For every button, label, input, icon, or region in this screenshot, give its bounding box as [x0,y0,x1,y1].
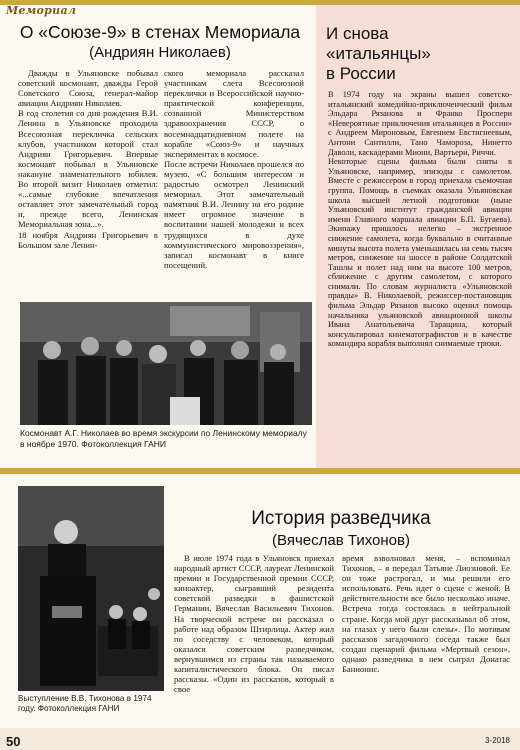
footer-bar [0,728,520,750]
article1-title: О «Союзе-9» в стенах Мемориала [19,22,301,42]
page-number: 50 [6,734,21,749]
article1-photo [20,302,312,425]
article3-photo [18,486,164,691]
article1-column-2: ского мемориала рассказал участникам слета Всесоюзной переклички и Всероссийской научно-практической конференции, созванной Министерством здравоохранения СССР, о восемнадцатидневном полете на корабле «Союз-9» и научных экспериментах в космосе. После встречи Николаев прошелся по музею. «С большим интересом и радостью осмотрел Ленинский мемориал. Этот замечательный памятник В.И. Ленину на его родине имеет огромное значение в воспитании нашей молодежи и всех трудящихся в духе коммунистического мировоззрения», записал космонавт в книге посещений. [164,68,304,270]
article2-body: В 1974 году на экраны вышел советско-итальянский комедийно-приключенческий фильм Эльдара Рязанова и Франко Проспери «Невероятные приключения итальянцев в России» с Андреем Мироновым, Евгением Евстигнеевым, Антони Сантилли, Тано Чамороза, Нинетто Даволи, каскадерами Миони, Вартьери, Риччи. Некоторые сцены фильма были сняты в Ульяновске, например, эпизоды с самолетом. Вместе с режиссером в город приехала съемочная группа. Помощь в съемках оказала Ульяновская школа высшей летной подготовки (ныне Ульяновский институт гражданской авиации имени Главного маршала авиации Б.П. Бугаева). Экипажу пришлось нелегко – экстренное снижение самолета, когда буквально в считанные минуты высота полета уменьшилась на семь тысяч метров, снижение на шоссе в районе Солдатской Ташлы и полет над ним на высоте 100 метров, сближение с другим самолетом, с которого снимали. По словам журналиста «Ульяновской правды» В. Николаевой, режиссер-постановщик фильма Эльдар Рязанов высоко оценил помощь начальника ульяновской авиационной школы Ивана Анатольевича Таращина, который консультировал кинематографистов и в качестве командира корабля выполнял снимаемые трюки. [328,90,512,349]
article3-column-1: В июле 1974 года в Ульяновск приехал народный артист СССР, лауреат Ленинской премии и Государственной премии СССР, кинoактер, сыгравший резидента советской разведки в фашистской Германии, Вячеслав Васильевич Тихонов. На творческой встрече он рассказал о работе над образом Штирлица. Актер жил по соседству с человеком, который оказался советским разведчиком, вернувшимся из страны так называемого капиталистического блока. Он писал рассказы. «Один из рассказов, который в свое [174,553,334,695]
article3-caption: Выступление В.В. Тихонова в 1974 году. Фотоколлекция ГАНИ [18,694,152,713]
article2-title: И снова «итальянцы» в России [326,24,431,83]
issue-label: 3-2018 [485,736,510,745]
article3-column-2: время взволновал меня, – вспоминал Тихонов, – я передал Татьяне Лиозновой. Ее он тоже растрогал, и мы решили его использовать. Речь идет о сцене с женой. В действительности все было несколько иначе. Встреча тогда состоялась в нейтральной стране. Когда мой друг рассказывал об этом, на глазах у него были слезы». По мотивам рассказов загадочного соседа также был создан сценарий фильма «Мертвый сезон», однако разведчика в нем сыграл Донатас Банионис. [342,553,510,675]
magazine-logo: Мемориал [6,4,77,17]
article1-caption: Космонавт А.Г. Николаев во время экскурсии по Ленинскому мемориалу в ноябре 1970. Фотоколлекция ГАНИ [20,428,307,449]
article1-subtitle: (Андриян Николаев) [89,44,231,61]
section-divider [0,468,520,474]
article3-subtitle: (Вячеслав Тихонов) [272,532,410,549]
article1-column-1: Дважды в Ульяновске побывал советский космонавт, дважды Герой Советского Союза, генерал-майор авиации Андриян Николаев. В год столетия со дня рождения В.И. Ленина в Ульяновске проходила Всесоюзная перекличка сельских клубов, участником которой стал Андриян Григорьевич. Впервые космонавт побывал в Ульяновске накануне знаменательного юбилея. Во второй визит Николаев отметил: «...самые глубокие впечатления оставляет этот замечательный город и, прежде всего, Ленинская Мемориальная зона...». 18 ноября Андриян Григорьевич в Большом зале Ленин- [18,68,158,250]
article3-title: История разведчика [251,508,431,529]
